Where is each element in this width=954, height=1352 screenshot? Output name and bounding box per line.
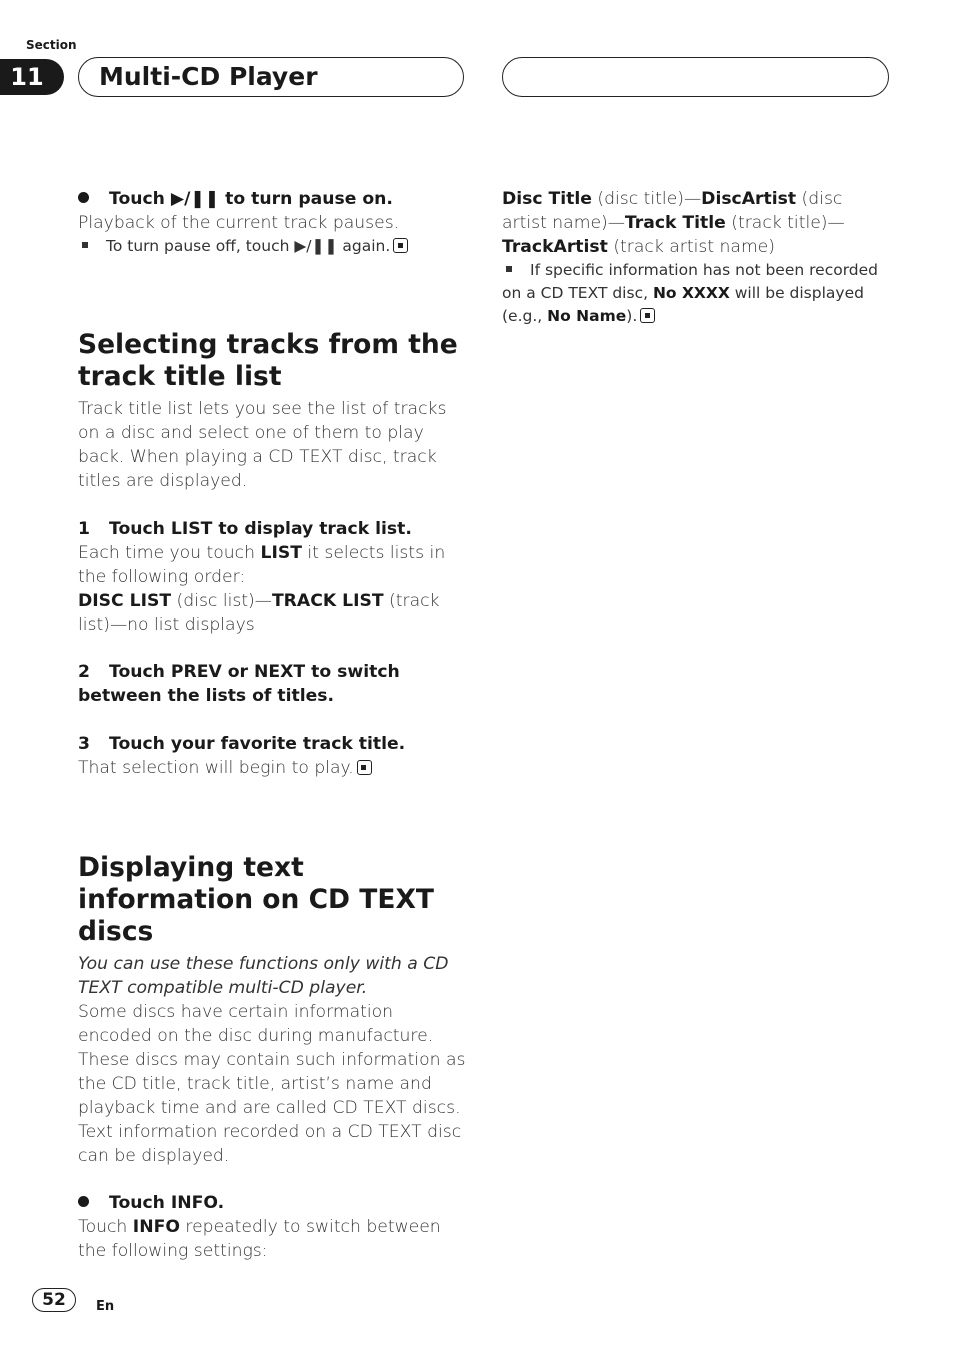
info-instruction: Touch INFO. (78, 1191, 466, 1215)
info-settings-order: Disc Title (disc title)—DiscArtist (disc artist name)—Track Title (track title)—TrackArtist (track artist name) (502, 189, 845, 257)
end-mark-icon (393, 238, 408, 253)
cd-text-body: Some discs have certain information encoded on the disc during manufacture. These discs may contain such information as the CD title, track title, artist’s name and playback time and are called CD TEXT discs. Text information recorded on a CD TEXT disc can be displayed. (78, 1002, 466, 1166)
no-info-note: If specific information has not been recorded on a CD TEXT disc, No XXXX will be displayed (e.g., No Name). (502, 261, 879, 325)
step-2-title: 2 Touch PREV or NEXT to switch between the lists of titles. (78, 662, 400, 706)
bullet-icon (78, 1196, 89, 1207)
right-column (502, 187, 890, 328)
info-desc: Touch INFO repeatedly to switch between the following settings: (78, 1217, 441, 1261)
cd-text-note: You can use these functions only with a CD TEXT compatible multi-CD player. (78, 954, 449, 998)
track-list-intro: Track title list lets you see the list of tracks on a disc and select one of them to play back. When playing a CD TEXT disc, track titles are displayed. (78, 399, 447, 491)
bullet-icon (78, 192, 89, 203)
page-number: 52 (32, 1288, 76, 1312)
cd-text-heading: Displaying text information on CD TEXT discs (78, 852, 434, 947)
step-3-desc: That selection will begin to play. (78, 756, 466, 780)
section-label: Section (26, 38, 77, 52)
pause-result: Playback of the current track pauses. (78, 213, 400, 233)
pause-note: To turn pause off, touch ▶/❚❚ again. (78, 235, 466, 258)
section-number-badge: 11 (0, 59, 64, 95)
list-order: DISC LIST (disc list)—TRACK LIST (track list)—no list displays (78, 591, 440, 635)
step-3-title: 3 Touch your favorite track title. (78, 734, 406, 754)
pause-instruction: Touch ▶/❚❚ to turn pause on. (78, 187, 466, 211)
track-list-heading: Selecting tracks from the track title list (78, 329, 458, 392)
step-1-title: 1 Touch LIST to display track list. (78, 519, 412, 539)
end-mark-icon (357, 760, 372, 775)
chapter-title-box (78, 57, 464, 97)
chapter-title: Multi-CD Player (99, 62, 318, 91)
header-blank-box (502, 57, 889, 97)
language-label: En (96, 1299, 115, 1314)
step-1-desc: Each time you touch LIST it selects lists in the following order: (78, 543, 446, 587)
square-bullet-icon (506, 266, 512, 272)
end-mark-icon (640, 308, 655, 323)
left-column (78, 187, 466, 1263)
square-bullet-icon (82, 242, 88, 248)
